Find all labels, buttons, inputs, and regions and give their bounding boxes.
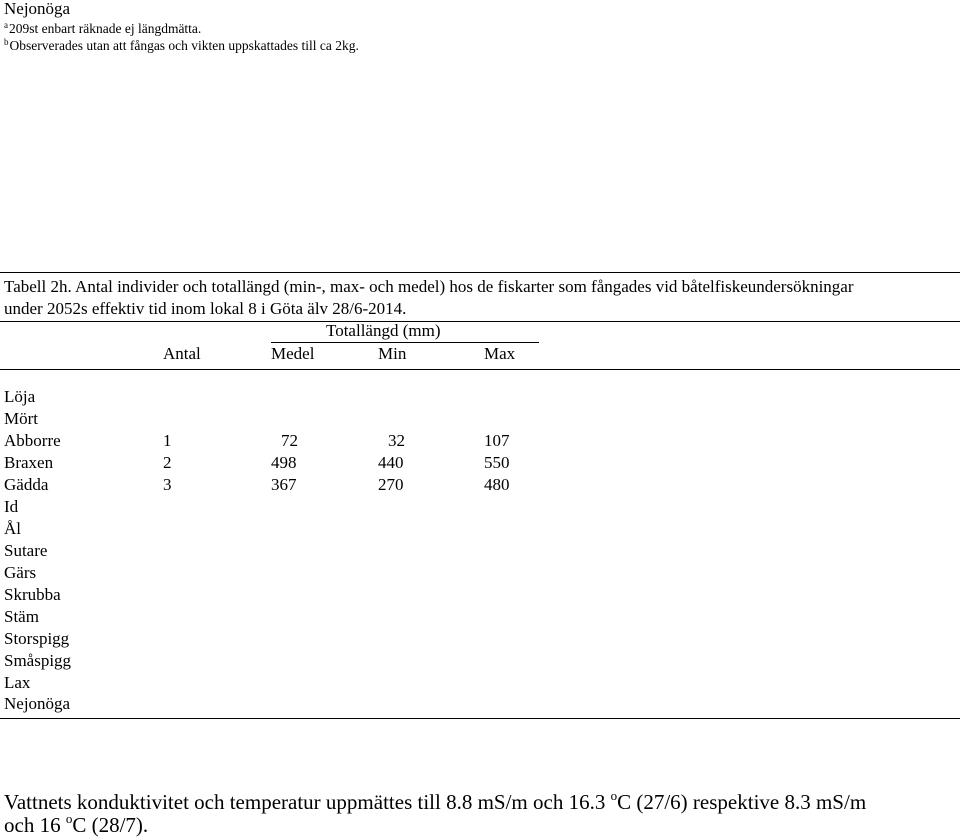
cell-max: 550 [484, 453, 510, 472]
totallangd-underline [271, 342, 539, 343]
cell-antal: 2 [163, 453, 172, 472]
footnote-a-marker: a [4, 20, 8, 30]
table-caption-line2: under 2052s effektiv tid inom lokal 8 i Göta älv 28/6-2014. [4, 299, 407, 318]
cell-antal: 3 [163, 475, 172, 494]
cell-min: 32 [388, 431, 405, 450]
table-row: Gärs [4, 563, 37, 582]
cell-min: 440 [378, 453, 404, 472]
table-row: Småspigg [4, 651, 72, 670]
previous-table-last-row: Nejonöga [4, 0, 71, 18]
cell-medel: 367 [271, 475, 297, 494]
col-header-min: Min [378, 344, 407, 363]
cell-medel: 72 [281, 431, 298, 450]
table-row: Sutare [4, 541, 48, 560]
cell-max: 480 [484, 475, 510, 494]
footnote-a [4, 20, 201, 37]
footnote-b-text: Observerades utan att fångas och vikten uppskattades till ca 2kg. [9, 38, 359, 53]
col-header-max: Max [484, 344, 516, 363]
footnote-a-text: 209st enbart räknade ej längdmätta. [9, 21, 202, 36]
table-row: Id [4, 497, 19, 516]
footnote-b-marker: b [4, 37, 9, 47]
table-row: Storspigg [4, 629, 70, 648]
col-header-medel: Medel [271, 344, 315, 363]
degree-marker: o [610, 788, 618, 803]
caption-top-rule [0, 272, 960, 273]
table-row: Ål [4, 519, 21, 538]
measurement-note-line2 [4, 806, 148, 838]
col-header-antal: Antal [163, 344, 201, 363]
table-caption-line1: Tabell 2h. Antal individer och totallängd (min-, max- och medel) hos de fiskarter som fångades vid båtelfiskeundersökningar [4, 277, 854, 296]
table-row: Löja [4, 387, 36, 406]
table-row: Gädda [4, 475, 49, 494]
note-line1-suffix: C (27/6) respektive 8.3 mS/m [617, 790, 867, 814]
header-bottom-rule [0, 369, 960, 370]
footnote-b [4, 37, 359, 54]
table-row: Nejonöga [4, 694, 71, 713]
note-line2-suffix: C (28/7). [72, 813, 149, 837]
cell-antal: 1 [163, 431, 172, 450]
table-row: Abborre [4, 431, 61, 450]
table-row: Mört [4, 409, 38, 428]
table-bottom-rule [0, 718, 960, 719]
table-row: Braxen [4, 453, 54, 472]
header-top-rule [0, 321, 960, 322]
cell-min: 270 [378, 475, 404, 494]
degree-marker: o [65, 811, 73, 826]
table-row: Skrubba [4, 585, 61, 604]
table-row: Stäm [4, 607, 39, 626]
totallangd-header: Totallängd (mm) [326, 321, 441, 340]
table-row: Lax [4, 673, 31, 692]
note-line2-prefix: och 16 [4, 813, 66, 837]
cell-medel: 498 [271, 453, 297, 472]
note-line1-prefix: Vattnets konduktivitet och temperatur uppmättes till 8.8 mS/m och 16.3 [4, 790, 611, 814]
cell-max: 107 [484, 431, 510, 450]
